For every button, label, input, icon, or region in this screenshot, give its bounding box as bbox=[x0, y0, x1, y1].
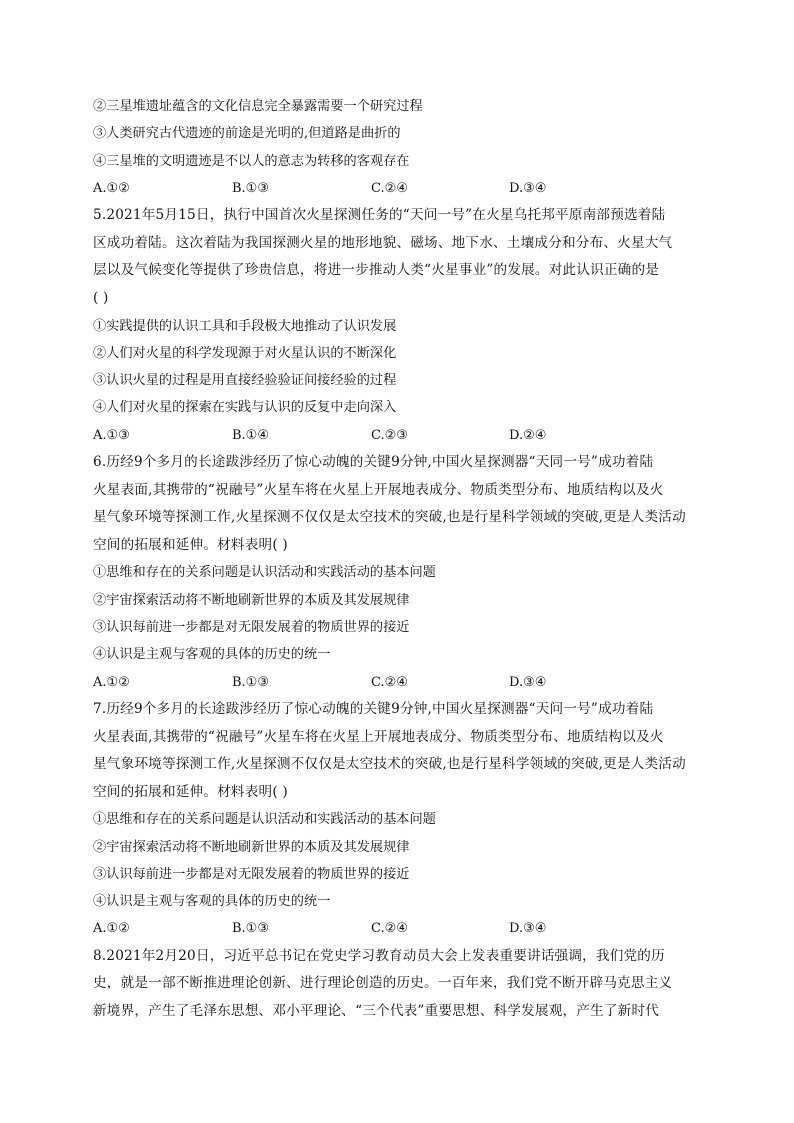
question-stem-line: 8.2021年2月20日，习近平总书记在党史学习教育动员大会上发表重要讲话强调，我们党的历 bbox=[93, 947, 665, 964]
choice-d: D.②④ bbox=[509, 427, 547, 443]
question-stem-line: 火星表面,其携带的“祝融号”火星车将在火星上开展地表成分、物质类型分布、地质结构以及火 bbox=[93, 481, 664, 498]
statement-2: ②宇宙探索活动将不断地刷新世界的本质及其发展规律 bbox=[93, 592, 410, 608]
choice-a: A.①③ bbox=[93, 427, 130, 443]
answer-choices bbox=[93, 175, 695, 202]
statement-2: ②宇宙探索活动将不断地刷新世界的本质及其发展规律 bbox=[93, 839, 410, 855]
statement-3: ③认识每前进一步都是对无限发展着的物质世界的接近 bbox=[93, 620, 410, 636]
question-6 bbox=[93, 449, 695, 696]
statement-3: ③认识每前进一步都是对无限发展着的物质世界的接近 bbox=[93, 866, 410, 882]
question-stem-line: 新境界，产生了毛泽东思想、邓小平理论、“三个代表”重要思想、科学发展观，产生了新时代 bbox=[93, 1002, 660, 1019]
statement-4: ④认识是主观与客观的具体的历史的统一 bbox=[93, 894, 331, 910]
question-8 bbox=[93, 943, 695, 1026]
choice-a: A.①② bbox=[93, 674, 130, 690]
question-stem-line: 5.2021年5月15日，执行中国首次火星探测任务的“天问一号”在火星乌托邦平原南部预选着陆 bbox=[93, 207, 666, 224]
statement-3: ③认识火星的过程是用直接经验验证间接经验的过程 bbox=[93, 373, 397, 389]
choice-c: C.②④ bbox=[371, 180, 408, 196]
question-stem-line: 空间的拓展和延伸。材料表明( ) bbox=[93, 536, 288, 553]
statement-1: ①思维和存在的关系问题是认识活动和实践活动的基本问题 bbox=[93, 565, 436, 581]
statement-4: ④人们对火星的探索在实践与认识的反复中走向深入 bbox=[93, 400, 397, 416]
question-stem-line: 层以及气候变化等提供了珍贵信息，将进一步推动人类“火星事业”的发展。对此认识正确的是 bbox=[93, 262, 660, 279]
question-5 bbox=[93, 202, 695, 449]
choice-d: D.③④ bbox=[509, 180, 547, 196]
choice-a: A.①② bbox=[93, 921, 130, 937]
choice-c: C.②③ bbox=[371, 427, 408, 443]
question-stem-line: 空间的拓展和延伸。材料表明( ) bbox=[93, 783, 288, 800]
statement-1: ①思维和存在的关系问题是认识活动和实践活动的基本问题 bbox=[93, 812, 436, 828]
statement-4: ④三星堆的文明遗迹是不以人的意志为转移的客观存在 bbox=[93, 153, 410, 169]
page-content bbox=[93, 93, 695, 1026]
choice-b: B.①③ bbox=[232, 921, 269, 937]
answer-choices bbox=[93, 669, 695, 696]
choice-b: B.①③ bbox=[232, 180, 269, 196]
question-stem-line: 6.历经9个多月的长途跋涉经历了惊心动魄的关键9分钟,中国火星探测器“天同一号”成功着陆 bbox=[93, 454, 654, 471]
question-stem-line: 史，就是一部不断推进理论创新、进行理论创造的历史。一百年来，我们党不断开辟马克思主义 bbox=[93, 975, 673, 992]
answer-choices bbox=[93, 422, 695, 449]
question-stem-line: 区成功着陆。这次着陆为我国探测火星的地形地貌、磁场、地下水、土壤成分和分布、火星大气 bbox=[93, 234, 673, 251]
choice-d: D.③④ bbox=[509, 674, 547, 690]
question-4-tail bbox=[93, 93, 695, 202]
question-stem-line: 火星表面,其携带的“祝融号”火星车将在火星上开展地表成分、物质类型分布、地质结构以及火 bbox=[93, 728, 664, 745]
choice-a: A.①② bbox=[93, 180, 130, 196]
choice-d: D.③④ bbox=[509, 921, 547, 937]
question-stem-line: 星气象环境等探测工作,火星探测不仅仅是太空技术的突破,也是行星科学领域的突破,更是人类活动 bbox=[93, 509, 686, 526]
choice-c: C.②④ bbox=[371, 921, 408, 937]
question-stem-line: 星气象环境等探测工作,火星探测不仅仅是太空技术的突破,也是行星科学领域的突破,更是人类活动 bbox=[93, 756, 686, 773]
answer-blank: ( ) bbox=[93, 289, 109, 306]
choice-b: B.①③ bbox=[232, 674, 269, 690]
choice-b: B.①④ bbox=[232, 427, 269, 443]
question-stem-line: 7.历经9个多月的长途跋涉经历了惊心动魄的关键9分钟,中国火星探测器“天问一号”成功着陆 bbox=[93, 700, 654, 717]
statement-3: ③人类研究古代遗迹的前途是光明的,但道路是曲折的 bbox=[93, 126, 401, 142]
choice-c: C.②④ bbox=[371, 674, 408, 690]
question-7 bbox=[93, 696, 695, 943]
answer-choices bbox=[93, 915, 695, 942]
statement-2: ②三星堆遗址蕴含的文化信息完全暴露需要一个研究过程 bbox=[93, 99, 423, 114]
statement-1: ①实践提供的认识工具和手段极大地推动了认识发展 bbox=[93, 318, 397, 334]
statement-4: ④认识是主观与客观的具体的历史的统一 bbox=[93, 647, 331, 663]
statement-2: ②人们对火星的科学发现源于对火星认识的不断深化 bbox=[93, 345, 397, 361]
